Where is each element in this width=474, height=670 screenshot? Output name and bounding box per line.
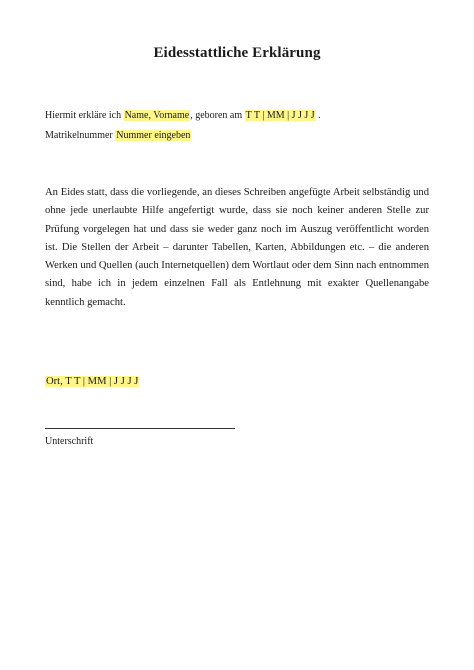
name-field[interactable]: Name, Vorname [124, 110, 190, 121]
matriculation-line [45, 129, 191, 143]
declaration-middle: , geboren am [190, 110, 245, 121]
place-date-line [45, 374, 139, 390]
birthdate-field[interactable]: T T | MM | J J J J [245, 110, 315, 121]
signature-line [45, 428, 235, 429]
matriculation-label: Matrikelnummer [45, 130, 116, 141]
matriculation-number-field[interactable]: Nummer eingeben [116, 130, 191, 141]
place-date-field[interactable]: Ort, T T | MM | J J J J [46, 376, 139, 387]
declaration-suffix: . [315, 110, 321, 121]
declaration-prefix: Hiermit erkläre ich [45, 110, 124, 121]
affidavit-statement: An Eides statt, dass die vorliegende, an dieses Schreiben angefügte Arbeit selbständig und ohne jede unerlaubte Hilfe angefertigt wurde, dass sie noch keiner anderen Stelle zur Prüfung vorgelegen hat und dass sie weder ganz noch im Auszug veröffentlicht worden ist. Die Stellen der Arbeit – darunter Tabellen, Karten, Abbildungen etc. – die anderen Werken und Quellen (auch Internetquellen) dem Wortlaut oder dem Sinn nach entnommen sind, habe ich in jedem einzelnen Fall als Entlehnung mit exakter Quellenangabe kenntlich gemacht. [45, 187, 429, 308]
document-title: Eidesstattliche Erklärung [153, 45, 321, 61]
declaration-line [45, 109, 321, 123]
signature-label: Unterschrift [45, 436, 94, 447]
